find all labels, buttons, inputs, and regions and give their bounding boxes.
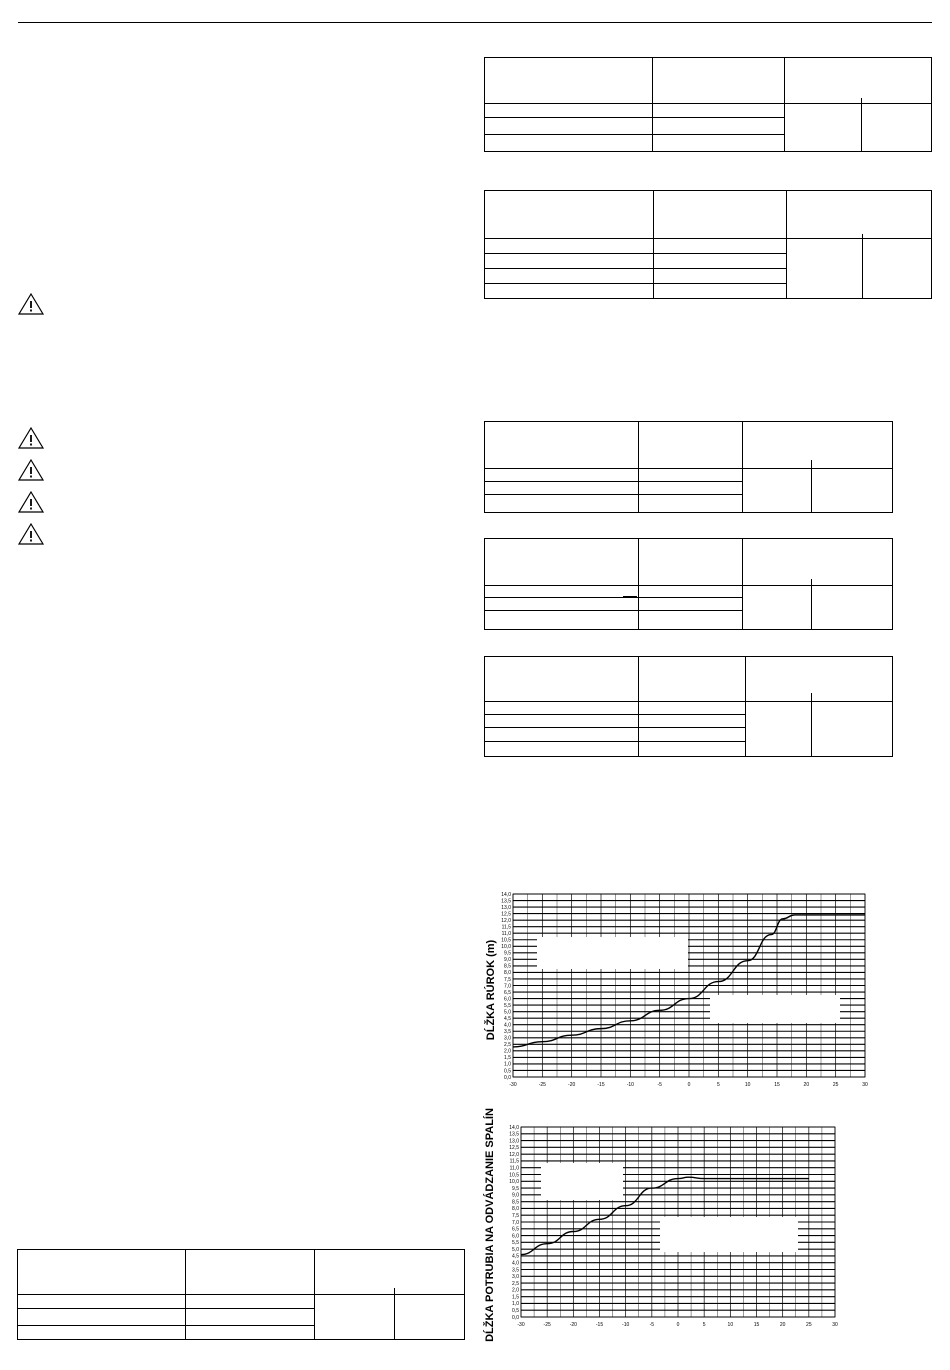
y-tick-label: 2,0 [504,1048,511,1055]
y-tick-label: 0,5 [504,1068,511,1075]
warning-icon [17,522,45,546]
y-tick-label: 8,0 [504,970,511,977]
x-tick-label: -10 [626,1082,634,1088]
x-tick-label: 0 [687,1082,691,1088]
y-tick-label: 14,0 [509,1124,519,1131]
annotation-box [541,1163,623,1200]
y-tick-label: 5,0 [504,1009,511,1016]
header-rule [18,22,932,23]
y-tick-label: 4,5 [504,1015,511,1022]
x-tick-label: 15 [753,1322,760,1328]
y-tick-label: 6,5 [504,989,511,996]
plot-frame [521,1127,835,1317]
y-tick-label: 7,5 [504,976,511,983]
y-tick-label: 9,0 [504,957,511,964]
series-line [521,1177,809,1254]
x-tick-label: -5 [657,1082,662,1088]
y-tick-label: 12,0 [501,917,511,924]
x-tick-label: -15 [597,1082,605,1088]
y-tick-label: 5,5 [512,1240,519,1247]
x-tick-label: 25 [832,1082,839,1088]
y-tick-label: 2,5 [504,1042,511,1049]
y-tick-label: 10,5 [501,937,511,944]
y-tick-label: 13,5 [509,1131,519,1138]
x-tick-label: 20 [803,1082,810,1088]
y-tick-label: 10,5 [509,1172,519,1179]
y-tick-label: 1,5 [512,1294,519,1301]
x-tick-label: 30 [832,1322,838,1328]
y-axis-label: DĹŽKA POTRUBIA NA ODVÁDZANIE SPALÍN [484,1108,496,1342]
y-tick-label: 10,0 [501,944,511,951]
x-tick-label: 30 [862,1082,868,1088]
y-tick-label: 9,5 [512,1185,519,1192]
x-tick-label: 0 [676,1322,680,1328]
spec-table [484,190,932,299]
y-tick-label: 0,5 [512,1308,519,1315]
y-tick-label: 12,5 [509,1145,519,1152]
y-tick-label: 13,5 [501,898,511,905]
y-tick-label: 2,0 [512,1287,519,1294]
y-tick-label: 6,0 [504,996,511,1003]
y-tick-label: 0,0 [504,1074,511,1081]
y-tick-label: 3,0 [504,1035,511,1042]
y-tick-label: 1,0 [512,1301,519,1308]
x-tick-label: -15 [595,1322,604,1328]
y-tick-label: 11,0 [501,931,511,938]
y-tick-label: 9,5 [504,950,511,957]
x-tick-label: 20 [779,1322,786,1328]
y-tick-label: 7,0 [512,1219,519,1226]
x-tick-label: -30 [517,1322,525,1328]
x-tick-label: -10 [622,1322,630,1328]
y-tick-label: 11,5 [509,1158,519,1165]
y-tick-label: 5,5 [504,1002,511,1009]
y-tick-label: 8,5 [512,1199,519,1206]
x-tick-label: -20 [569,1322,577,1328]
y-tick-label: 4,0 [512,1260,519,1267]
y-tick-label: 5,0 [512,1246,519,1253]
y-tick-label: 4,0 [504,1022,511,1029]
y-tick-label: 12,0 [509,1151,519,1158]
spec-table [484,538,893,630]
x-tick-label: 5 [716,1082,720,1088]
y-tick-label: 3,5 [512,1267,519,1274]
spec-table [484,421,893,513]
y-tick-label: 6,0 [512,1233,519,1240]
spec-table [484,57,932,152]
x-tick-label: -30 [509,1082,517,1088]
x-tick-label: -5 [649,1322,655,1328]
y-tick-label: 7,5 [512,1213,519,1220]
y-tick-label: 1,5 [504,1055,511,1062]
x-tick-label: 5 [702,1322,706,1328]
y-tick-label: 8,5 [504,963,511,970]
spec-table [17,1249,465,1340]
annotation-box [660,1217,798,1252]
x-tick-label: -25 [543,1322,551,1328]
y-tick-label: 11,5 [501,924,511,931]
warning-icon [17,292,45,316]
y-tick-label: 2,5 [512,1280,519,1287]
y-tick-label: 10,0 [509,1179,519,1186]
y-tick-label: 13,0 [501,904,511,911]
x-tick-label: 25 [806,1322,812,1328]
y-axis-label: DĹŽKA RÚROK (m) [485,939,497,1041]
plot-frame [513,894,865,1077]
y-tick-label: 3,5 [504,1029,511,1036]
y-tick-label: 8,0 [512,1206,519,1213]
y-tick-label: 7,0 [504,983,511,990]
spec-table [484,656,893,757]
y-tick-label: 11,0 [509,1165,519,1172]
annotation-box [710,995,840,1023]
y-tick-label: 9,0 [512,1192,519,1199]
warning-icon [17,490,45,514]
y-tick-label: 0,0 [512,1314,519,1321]
warning-icon [17,426,45,450]
y-tick-label: 1,0 [504,1061,511,1068]
series-line [513,915,865,1047]
annotation-box [537,937,688,969]
x-tick-label: -25 [538,1082,546,1088]
y-tick-label: 14,0 [501,891,511,898]
x-tick-label: 10 [727,1322,734,1328]
y-tick-label: 3,0 [512,1274,519,1281]
x-tick-label: -20 [568,1082,576,1088]
warning-icon [17,458,45,482]
y-tick-label: 12,5 [501,911,511,918]
x-tick-label: 10 [744,1082,751,1088]
x-tick-label: 15 [774,1082,780,1088]
y-tick-label: 6,5 [512,1226,519,1233]
y-tick-label: 13,0 [509,1138,519,1145]
y-tick-label: 4,5 [512,1253,519,1260]
